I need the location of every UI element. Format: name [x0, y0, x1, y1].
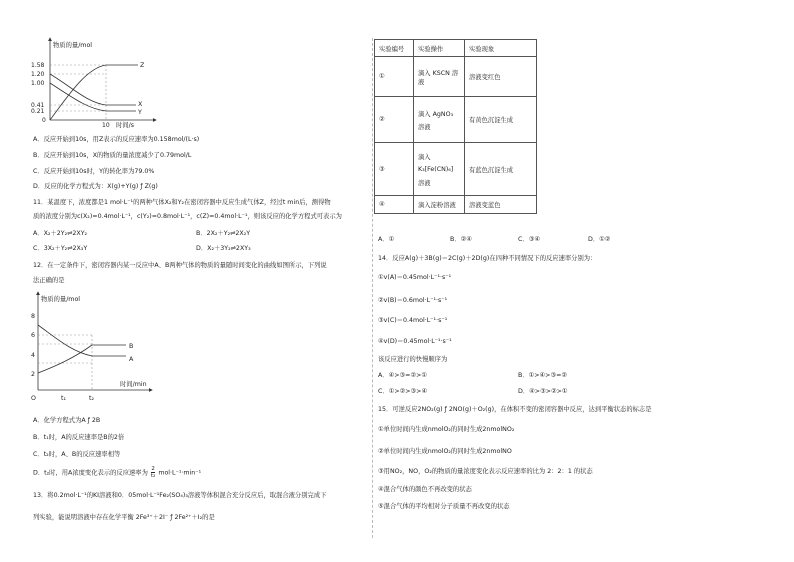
q11-option-b: B．2X₂＋Y₂⇌2X₂Y — [196, 230, 251, 237]
chart1-line-z — [50, 65, 138, 120]
q15-item: ③用NO₂，NO，O₂的物质的量浓度变化表示反应速率的比为 2：2：1 的状态 — [378, 468, 593, 475]
q12-option-c: C．t₂时，A、B的反应速率相等 — [33, 451, 121, 458]
q11-stem-line2: 质的浓度分别为c(X₂)=0.4mol·L⁻¹，c(Y₂)=0.8mol·L⁻¹，c(Z)=0.4mol·L⁻¹，则该反应的化学方程式可表示为 — [33, 213, 342, 220]
table-cell-op — [414, 97, 465, 143]
table-row — [375, 57, 537, 97]
op-line: 溶液 — [418, 123, 431, 131]
chart1-xlabel: 时间/s — [116, 122, 134, 128]
table-row — [375, 143, 537, 196]
q11-option-c: C．3X₂＋Y₂⇌2X₃Y — [33, 245, 88, 252]
table-row — [375, 97, 537, 143]
column-divider — [372, 38, 373, 538]
chart1-label-y: Y — [138, 109, 142, 116]
table-header: 实验编号 — [375, 40, 414, 57]
table-cell-obs: 有蓝色沉淀生成 — [465, 143, 537, 196]
chart1-ytick: 1.20 — [31, 71, 45, 78]
chart1-option-c: C．反应开始到10s时，Y的转化率为79.0% — [33, 168, 155, 175]
chart2-ytick: 8 — [31, 313, 36, 320]
chart2-ytick: 6 — [31, 332, 36, 339]
chart2 — [28, 290, 158, 402]
table-cell-obs: 溶液变蓝色 — [465, 196, 537, 214]
q14-option-b: B．①>④>③=② — [518, 372, 568, 379]
chart1-xtick: 10 — [102, 122, 110, 128]
op-line: 滴入 AgNO₃ — [418, 110, 454, 118]
q13-stem-line2: 列实验，能说明溶液中存在化学平衡 2Fe³⁺＋2I⁻ ƒ 2Fe²⁺＋I₂的是 — [33, 514, 215, 521]
table-cell-obs: 溶液变红色 — [465, 57, 537, 97]
q15-item: ④混合气体的颜色不再改变的状态 — [378, 486, 472, 493]
chart2-ytick: 4 — [31, 352, 36, 359]
q12-stem-line2: 法正确的是 — [33, 277, 65, 284]
chart2-ylabel: 物质的量/mol — [41, 296, 81, 303]
chart1-option-a: A．反应开始到10s，用Z表示的反应速率为0.158mol/(L·s) — [33, 136, 200, 143]
chart2-ytick: 2 — [31, 371, 36, 378]
q15-stem: 15．可逆反应2NO₂(g) ƒ 2NO(g)＋O₂(g)，在体积不变的密闭容器中反应，达到平衡状态的标志是 — [378, 406, 652, 413]
table-cell-id: ③ — [375, 143, 414, 196]
q12-option-d-unit: mol·L⁻¹·min⁻¹ — [158, 469, 202, 477]
op-line: 滴入 — [418, 153, 431, 161]
q12-option-a: A．化学方程式为A ƒ 2B — [33, 417, 101, 424]
q14-ask: 该反应进行的快慢顺序为 — [378, 356, 448, 363]
q15-item: ⑤混合气体的平均相对分子质量不再改变的状态 — [378, 503, 510, 510]
table-row — [375, 196, 537, 214]
chart1-line-y — [50, 83, 136, 111]
table-cell-op — [414, 57, 465, 97]
q14-stem: 14．反应A(g)＋3B(g)＝2C(g)＋2D(g)在四种不同情况下的反应速率分别为： — [378, 255, 597, 262]
chart2-label-b: B — [129, 343, 134, 350]
chart1-option-b: B．反应开始到10s，X的物质的量浓度减少了0.79mol/L — [33, 152, 192, 159]
q13-option-d: D．①② — [588, 236, 611, 243]
q13-option-c: C．③④ — [518, 236, 540, 243]
q14-rate: ①v(A)＝0.45mol·L⁻¹·s⁻¹ — [378, 274, 452, 281]
q12-stem-line1: 12．在一定条件下，密闭容器内某一反应中A、B两种气体的物质的量随时间变化的曲线如图所示，下列说 — [33, 262, 327, 269]
chart2-origin: O — [31, 395, 36, 402]
q14-option-c: C．①>②>③>④ — [378, 388, 428, 395]
q13-option-a: A．① — [378, 236, 395, 243]
chart2-label-a: A — [129, 356, 134, 363]
q11-stem-line1: 11．某温度下，浓度都是1 mol·L⁻¹的两种气体X₂和Y₂在密闭容器中反应生成气体Z，经过t min后，测得物 — [33, 199, 331, 206]
table-header-row — [375, 40, 537, 57]
chart2-line-b — [38, 345, 126, 373]
table-cell-id: ② — [375, 97, 414, 143]
q11-option-a: A．X₂＋2Y₂⇌2XY₂ — [33, 230, 88, 237]
q14-rate: ③v(C)＝0.4mol·L⁻¹·s⁻¹ — [378, 317, 448, 324]
op-line: 滴入 KSCN 溶 — [418, 69, 459, 77]
table-cell-obs: 有黄色沉淀生成 — [465, 97, 537, 143]
op-line: 液 — [418, 78, 425, 86]
chart1-label-z: Z — [140, 62, 145, 69]
chart2-xtick-t1: t₁ — [61, 395, 66, 402]
q14-rate: ④v(D)＝0.45mol·L⁻¹·s⁻¹ — [378, 338, 452, 345]
q15-item: ②单位时间内生成nmolO₂的同时生成2nmolNO — [378, 448, 512, 455]
q12-option-b: B．t₁时，A的反应速率是B的2倍 — [33, 434, 125, 441]
chart1-line-x — [50, 74, 136, 105]
fraction — [151, 466, 155, 479]
fraction-den: t₂ — [150, 473, 156, 479]
q14-option-a: A．④>③=②>① — [378, 372, 428, 379]
q13-stem-line1: 13．将0.2mol·L⁻¹的KI溶液和0．05mol·L⁻¹Fe₂(SO₄)₃溶液等体积混合充分反应后，取混合液分别完成下 — [33, 492, 327, 499]
q14-option-d: D．④>③>②>① — [518, 388, 568, 395]
op-line: K₃[Fe(CN)₆] — [418, 165, 454, 173]
op-line: 溶液 — [418, 179, 431, 187]
experiment-table — [374, 39, 537, 214]
chart2-xlabel: 时间/min — [120, 381, 147, 388]
chart1-ylabel: 物质的量/mol — [53, 42, 93, 49]
q13-option-b: B．②④ — [450, 236, 472, 243]
table-cell-op — [414, 143, 465, 196]
fraction-num: 2 — [151, 466, 155, 472]
chart2-xtick-t2: t₂ — [89, 395, 94, 402]
chart1-option-d: D．反应的化学方程式为：X(g)+Y(g) ƒ Z(g) — [33, 183, 158, 190]
table-header: 实验现象 — [465, 40, 537, 57]
chart1-ytick: 1.58 — [31, 62, 45, 69]
chart1-ytick: 0 — [42, 117, 46, 124]
table-cell-op: 滴入淀粉溶液 — [414, 196, 465, 214]
chart1 — [28, 36, 158, 128]
q15-item: ①单位时间内生成nmolO₂的同时生成2nmolNO₂ — [378, 426, 515, 433]
table-header: 实验操作 — [414, 40, 465, 57]
chart1-ytick: 1.00 — [31, 80, 45, 87]
chart1-label-x: X — [138, 101, 143, 108]
chart1-ytick: 0.21 — [31, 108, 45, 115]
q12-option-d-text: D．t₂时，用A浓度变化表示的反应速率为 — [33, 469, 148, 477]
table-cell-id: ① — [375, 57, 414, 97]
chart1-ytick: 0.41 — [31, 102, 45, 109]
q14-rate: ②v(B)＝0.6mol·L⁻¹·s⁻¹ — [378, 297, 448, 304]
q12-option-d — [33, 466, 201, 479]
q11-option-d: D．X₂＋3Y₂⇌2XY₃ — [196, 245, 251, 252]
table-cell-id: ④ — [375, 196, 414, 214]
